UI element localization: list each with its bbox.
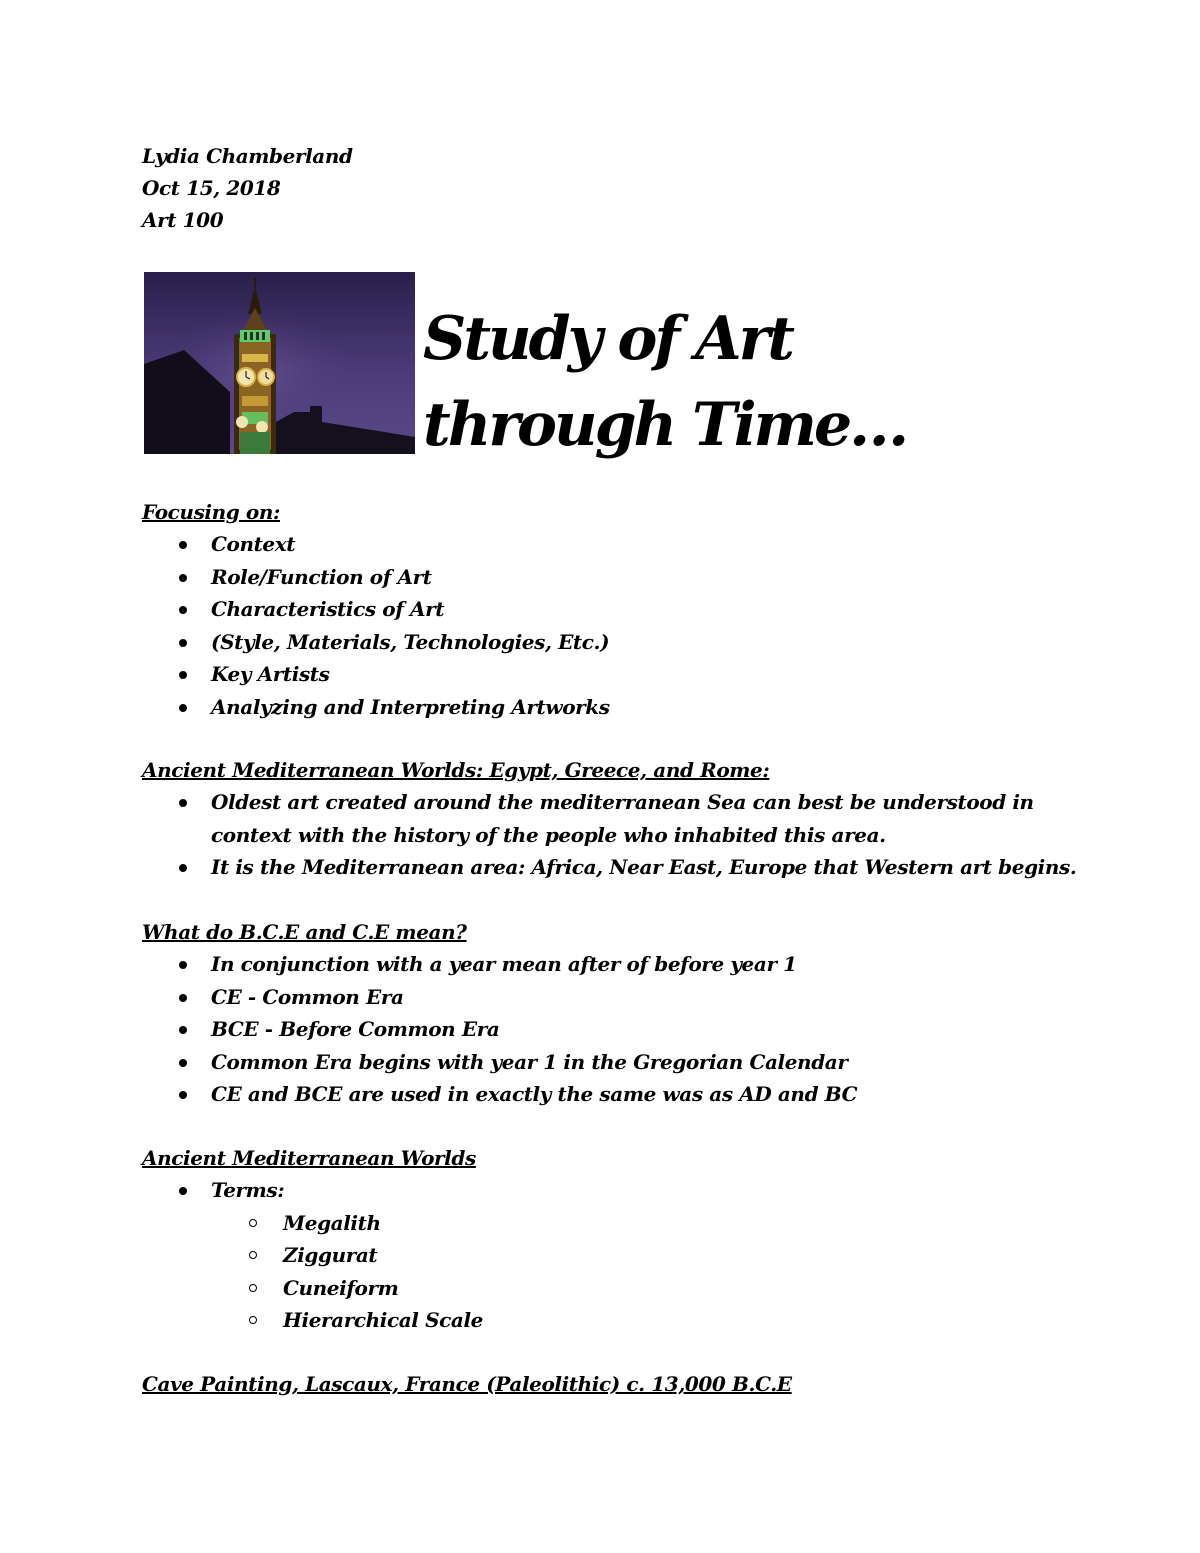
list-item: BCE - Before Common Era xyxy=(142,1013,1082,1046)
author-block xyxy=(142,140,353,236)
document-title xyxy=(423,296,906,468)
list-item: Role/Function of Art xyxy=(142,561,1082,594)
course-name: Art 100 xyxy=(142,208,224,232)
list-item: In conjunction with a year mean after of before year 1 xyxy=(142,948,1082,981)
section-heading-bce-ce: What do B.C.E and C.E mean? xyxy=(142,920,467,944)
focusing-list xyxy=(142,528,1082,723)
title-line-1: Study of Art xyxy=(423,304,792,374)
clock-tower-icon xyxy=(144,272,415,454)
title-line-2: through Time… xyxy=(423,390,907,460)
section-heading-focusing: Focusing on: xyxy=(142,500,280,524)
sublist-item: Megalith xyxy=(211,1207,1082,1240)
bullet-icon xyxy=(179,961,187,969)
list-item: Terms: Megalith Ziggurat Cuneiform Hierarchical Scale xyxy=(142,1174,1082,1337)
bullet-icon xyxy=(179,799,187,807)
list-item: Context xyxy=(142,528,1082,561)
document-date: Oct 15, 2018 xyxy=(142,176,281,200)
bullet-icon xyxy=(179,864,187,872)
sublist-item: Cuneiform xyxy=(211,1272,1082,1305)
bullet-icon xyxy=(179,606,187,614)
list-item: Oldest art created around the mediterranean Sea can best be understood in context with the history of the people who inhabited this area. xyxy=(142,786,1082,851)
list-item: CE and BCE are used in exactly the same was as AD and BC xyxy=(142,1078,1082,1111)
sublist-item: Ziggurat xyxy=(211,1239,1082,1272)
bullet-icon xyxy=(179,1091,187,1099)
bullet-icon xyxy=(179,639,187,647)
list-item: Key Artists xyxy=(142,658,1082,691)
bullet-icon xyxy=(179,1026,187,1034)
bullet-icon xyxy=(179,1059,187,1067)
section-heading-cave-painting: Cave Painting, Lascaux, France (Paleolithic) c. 13,000 B.C.E xyxy=(142,1372,792,1396)
section-heading-terms: Ancient Mediterranean Worlds xyxy=(142,1146,476,1170)
ancient-worlds-list xyxy=(142,786,1082,884)
terms-sublist xyxy=(211,1207,1082,1337)
list-item: Common Era begins with year 1 in the Gregorian Calendar xyxy=(142,1046,1082,1079)
bullet-icon xyxy=(179,541,187,549)
clock-tower-photo xyxy=(144,272,415,454)
hollow-bullet-icon xyxy=(249,1219,257,1227)
bullet-icon xyxy=(179,574,187,582)
hollow-bullet-icon xyxy=(249,1251,257,1259)
bullet-icon xyxy=(179,1187,187,1195)
list-item: Characteristics of Art xyxy=(142,593,1082,626)
sublist-item: Hierarchical Scale xyxy=(211,1304,1082,1337)
author-name: Lydia Chamberland xyxy=(142,144,353,168)
list-item: (Style, Materials, Technologies, Etc.) xyxy=(142,626,1082,659)
section-heading-ancient-worlds: Ancient Mediterranean Worlds: Egypt, Greece, and Rome: xyxy=(142,758,770,782)
list-item: CE - Common Era xyxy=(142,981,1082,1014)
terms-list xyxy=(142,1174,1082,1337)
list-item: Analyzing and Interpreting Artworks xyxy=(142,691,1082,724)
bullet-icon xyxy=(179,671,187,679)
list-item: It is the Mediterranean area: Africa, Near East, Europe that Western art begins. xyxy=(142,851,1082,884)
bullet-icon xyxy=(179,994,187,1002)
bce-ce-list xyxy=(142,948,1082,1111)
hollow-bullet-icon xyxy=(249,1284,257,1292)
bullet-icon xyxy=(179,704,187,712)
hollow-bullet-icon xyxy=(249,1316,257,1324)
